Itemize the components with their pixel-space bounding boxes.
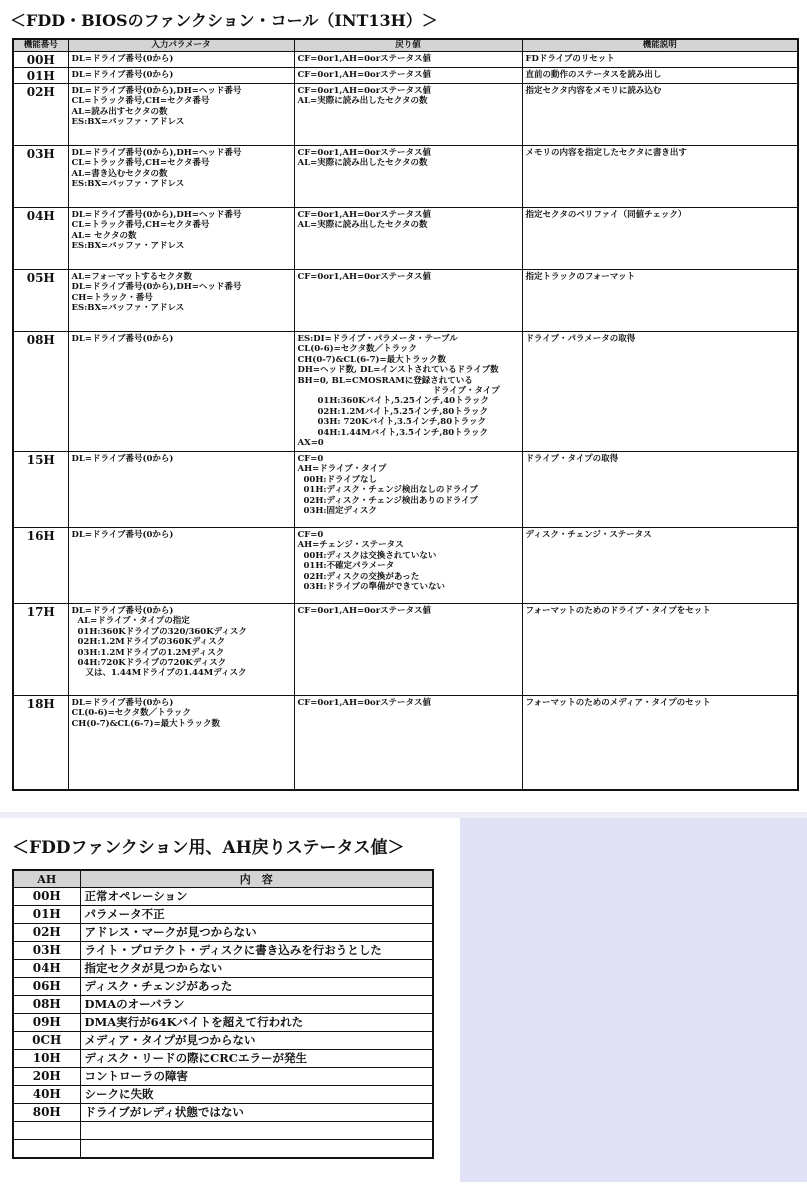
- return-line: AL=実際に読み出したセクタの数: [297, 220, 428, 231]
- return-value-cell: [294, 696, 522, 790]
- status-code: 06H: [13, 978, 80, 996]
- return-line: CF=0or1,AH=0orステータス値: [297, 606, 431, 616]
- return-line: CF=0or1,AH=0orステータス値: [297, 698, 431, 708]
- status-code: 04H: [13, 960, 80, 978]
- input-line: AL=読み出すセクタの数: [71, 106, 168, 117]
- table-row: [13, 604, 798, 696]
- status-text: パラメータ不正: [80, 906, 433, 924]
- input-line: DL=ドライブ番号(0から): [71, 54, 174, 64]
- function-code: 03H: [13, 146, 68, 208]
- return-value-cell: [294, 146, 522, 208]
- input-line: DL=ドライブ番号(0から),DH=ヘッド番号: [71, 210, 242, 220]
- input-params-cell: [68, 604, 294, 696]
- header-ah: AH: [13, 870, 80, 888]
- return-line: CL(0-6)=セクタ数／トラック: [297, 344, 417, 355]
- status-code: 0CH: [13, 1032, 80, 1050]
- function-code: 00H: [13, 52, 68, 68]
- input-line: DL=ドライブ番号(0から): [71, 334, 174, 344]
- return-line: 01H:不確定パラメータ: [303, 561, 395, 572]
- input-line: DL=ドライブ番号(0から): [71, 454, 174, 464]
- status-text: ドライブがレディ状態ではない: [80, 1104, 433, 1122]
- input-line: 03H:1.2Mドライブの1.2Mディスク: [77, 647, 225, 658]
- return-value-cell: [294, 52, 522, 68]
- input-line: DL=ドライブ番号(0から),DH=ヘッド番号: [71, 282, 242, 293]
- input-params-cell: [68, 52, 294, 68]
- status-row: [13, 1068, 433, 1086]
- function-code: 01H: [13, 68, 68, 84]
- status-text: シークに失敗: [80, 1086, 433, 1104]
- input-line: DL=ドライブ番号(0から): [71, 698, 174, 708]
- status-row: [13, 1014, 433, 1032]
- bios-function-table: [12, 38, 799, 791]
- status-text: ディスク・チェンジがあった: [80, 978, 433, 996]
- status-code: 02H: [13, 924, 80, 942]
- page-title: ＜FDD・BIOSのファンクション・コール（INT13H）＞: [10, 11, 438, 30]
- table-row: [13, 146, 798, 208]
- input-line: 又は、1.44Mドライブの1.44Mディスク: [85, 668, 247, 679]
- return-line: 03H:固定ディスク: [303, 506, 377, 517]
- description-cell: 指定セクタ内容をメモリに読み込む: [522, 84, 798, 146]
- description-cell: ドライブ・タイプの取得: [522, 452, 798, 528]
- status-row: [13, 960, 433, 978]
- table-header-row: [13, 870, 433, 888]
- input-line: CL=トラック番号,CH=セクタ番号: [71, 96, 210, 107]
- status-table-title: ＜FDDファンクション用、AH戻りステータス値＞: [12, 838, 405, 858]
- input-line: 02H:1.2Mドライブの360Kディスク: [77, 637, 226, 648]
- status-text: アドレス・マークが見つからない: [80, 924, 433, 942]
- function-code: 18H: [13, 696, 68, 790]
- return-line: 00H:ドライブなし: [303, 474, 377, 485]
- input-line: CL=トラック番号,CH=セクタ番号: [71, 158, 210, 169]
- status-row: [13, 1104, 433, 1122]
- input-line: CH=トラック・番号: [71, 292, 153, 303]
- input-params-cell: [68, 146, 294, 208]
- header-return-value: 戻り値: [294, 39, 522, 52]
- description-cell: 指定トラックのフォーマット: [522, 270, 798, 332]
- table-row: [13, 270, 798, 332]
- status-text: [80, 1122, 433, 1140]
- input-params-cell: [68, 452, 294, 528]
- return-line: CF=0or1,AH=0orステータス値: [297, 148, 431, 158]
- status-row: [13, 1032, 433, 1050]
- status-text: ディスク・リードの際にCRCエラーが発生: [80, 1050, 433, 1068]
- return-line: ES:DI=ドライブ・パラメータ・テーブル: [297, 334, 458, 344]
- status-text: DMA実行が64Kバイトを超えて行われた: [80, 1014, 433, 1032]
- return-line: AH=チェンジ・ステータス: [297, 540, 404, 551]
- input-line: DL=ドライブ番号(0から),DH=ヘッド番号: [71, 148, 242, 158]
- input-line: ES:BX=バッファ・アドレス: [71, 241, 185, 252]
- return-line: AL=実際に読み出したセクタの数: [297, 158, 428, 169]
- table-row: [13, 52, 798, 68]
- ah-status-table: [12, 869, 434, 1159]
- return-value-cell: [294, 528, 522, 604]
- input-line: AL=ドライブ・タイプの指定: [77, 616, 190, 627]
- status-row: [13, 996, 433, 1014]
- description-cell: ドライブ・パラメータの取得: [522, 332, 798, 452]
- status-row: [13, 942, 433, 960]
- return-line: DH=ヘッド数, DL=インストされているドライブ数: [297, 365, 499, 376]
- table-row: [13, 452, 798, 528]
- input-params-cell: [68, 696, 294, 790]
- return-line: 04H:1.44Mバイト,3.5インチ,80トラック: [317, 427, 488, 438]
- input-line: AL=フォーマットするセクタ数: [71, 272, 193, 282]
- function-code: 15H: [13, 452, 68, 528]
- status-row: [13, 924, 433, 942]
- status-code: [13, 1122, 80, 1140]
- return-line: 02H:1.2Mバイト,5.25インチ,80トラック: [317, 406, 488, 417]
- description-cell: 指定セクタのベリファイ（同値チェック）: [522, 208, 798, 270]
- return-value-cell: [294, 452, 522, 528]
- status-row: [13, 888, 433, 906]
- status-row: [13, 1086, 433, 1104]
- return-line: ドライブ・タイプ: [432, 386, 500, 397]
- function-code: 08H: [13, 332, 68, 452]
- header-description: 機能説明: [522, 39, 798, 52]
- table-row: [13, 68, 798, 84]
- table-row: [13, 528, 798, 604]
- input-line: DL=ドライブ番号(0から): [71, 606, 174, 616]
- return-line: AH=ドライブ・タイプ: [297, 464, 387, 475]
- return-line: 03H:ドライブの準備ができていない: [303, 582, 445, 593]
- input-params-cell: [68, 528, 294, 604]
- header-input-params: 入力パラメータ: [68, 39, 294, 52]
- input-line: DL=ドライブ番号(0から): [71, 530, 174, 540]
- input-line: DL=ドライブ番号(0から),DH=ヘッド番号: [71, 86, 242, 96]
- description-cell: ディスク・チェンジ・ステータス: [522, 528, 798, 604]
- return-line: CH(0-7)&CL(6-7)=最大トラック数: [297, 354, 446, 365]
- return-line: CF=0: [297, 530, 324, 540]
- return-line: 01H:ディスク・チェンジ検出なしのドライブ: [303, 485, 478, 496]
- status-row: [13, 1050, 433, 1068]
- description-cell: フォーマットのためのメディア・タイプのセット: [522, 696, 798, 790]
- function-code: 02H: [13, 84, 68, 146]
- return-line: CF=0or1,AH=0orステータス値: [297, 70, 431, 80]
- input-line: ES:BX=バッファ・アドレス: [71, 117, 185, 128]
- table-header-row: [13, 39, 798, 52]
- return-line: CF=0or1,AH=0orステータス値: [297, 86, 431, 96]
- input-line: DL=ドライブ番号(0から): [71, 70, 174, 80]
- header-contents: 内 容: [80, 870, 433, 888]
- status-row: [13, 906, 433, 924]
- status-code: 08H: [13, 996, 80, 1014]
- status-code: 01H: [13, 906, 80, 924]
- return-line: CF=0or1,AH=0orステータス値: [297, 54, 431, 64]
- input-line: CL=トラック番号,CH=セクタ番号: [71, 220, 210, 231]
- input-line: ES:BX=バッファ・アドレス: [71, 179, 185, 190]
- status-text: DMAのオーバラン: [80, 996, 433, 1014]
- description-cell: FDドライブのリセット: [522, 52, 798, 68]
- input-line: 04H:720Kドライブの720Kディスク: [77, 658, 227, 669]
- function-code: 04H: [13, 208, 68, 270]
- return-line: 03H: 720Kバイト,3.5インチ,80トラック: [317, 417, 486, 428]
- function-code: 05H: [13, 270, 68, 332]
- description-cell: 直前の動作のステータスを読み出し: [522, 68, 798, 84]
- input-params-cell: [68, 68, 294, 84]
- status-code: 20H: [13, 1068, 80, 1086]
- input-line: CL(0-6)=セクタ数／トラック: [71, 708, 191, 719]
- description-cell: フォーマットのためのドライブ・タイプをセット: [522, 604, 798, 696]
- table-row: [13, 84, 798, 146]
- status-text: ライト・プロテクト・ディスクに書き込みを行おうとした: [80, 942, 433, 960]
- description-cell: メモリの内容を指定したセクタに書き出す: [522, 146, 798, 208]
- table-row: [13, 696, 798, 790]
- return-value-cell: [294, 208, 522, 270]
- input-params-cell: [68, 208, 294, 270]
- status-text: 正常オペレーション: [80, 888, 433, 906]
- return-value-cell: [294, 332, 522, 452]
- status-text: メディア・タイプが見つからない: [80, 1032, 433, 1050]
- return-line: 02H:ディスク・チェンジ検出ありのドライブ: [303, 495, 478, 506]
- status-code: 09H: [13, 1014, 80, 1032]
- return-line: CF=0or1,AH=0orステータス値: [297, 272, 431, 282]
- return-value-cell: [294, 68, 522, 84]
- return-line: 02H:ディスクの交換があった: [303, 571, 420, 582]
- status-text: コントローラの障害: [80, 1068, 433, 1086]
- return-value-cell: [294, 84, 522, 146]
- return-line: BH=0, BL=CMOSRAMに登録されている: [297, 375, 473, 386]
- background-panel: [460, 818, 807, 1182]
- header-function-number: 機能番号: [13, 39, 68, 52]
- input-params-cell: [68, 84, 294, 146]
- table-row: [13, 208, 798, 270]
- status-code: 40H: [13, 1086, 80, 1104]
- input-line: 01H:360Kドライブの320/360Kディスク: [77, 626, 247, 637]
- status-row: [13, 1122, 433, 1140]
- return-line: CF=0: [297, 454, 324, 464]
- input-params-cell: [68, 270, 294, 332]
- return-line: 01H:360Kバイト,5.25インチ,40トラック: [317, 396, 489, 407]
- return-value-cell: [294, 604, 522, 696]
- input-line: ES:BX=バッファ・アドレス: [71, 303, 185, 314]
- return-line: AL=実際に読み出したセクタの数: [297, 96, 428, 107]
- table-row: [13, 332, 798, 452]
- return-line: AX=0: [297, 438, 324, 449]
- status-code: 00H: [13, 888, 80, 906]
- status-code: 03H: [13, 942, 80, 960]
- status-code: 10H: [13, 1050, 80, 1068]
- input-line: CH(0-7)&CL(6-7)=最大トラック数: [71, 718, 220, 729]
- input-line: AL= セクタの数: [71, 230, 137, 241]
- status-text: [80, 1140, 433, 1159]
- status-code: [13, 1140, 80, 1159]
- status-code: 80H: [13, 1104, 80, 1122]
- status-row: [13, 978, 433, 996]
- function-code: 17H: [13, 604, 68, 696]
- return-line: 00H:ディスクは交換されていない: [303, 550, 437, 561]
- return-line: CF=0or1,AH=0orステータス値: [297, 210, 431, 220]
- input-params-cell: [68, 332, 294, 452]
- status-text: 指定セクタが見つからない: [80, 960, 433, 978]
- return-value-cell: [294, 270, 522, 332]
- input-line: AL=書き込むセクタの数: [71, 168, 168, 179]
- status-row: [13, 1140, 433, 1159]
- function-code: 16H: [13, 528, 68, 604]
